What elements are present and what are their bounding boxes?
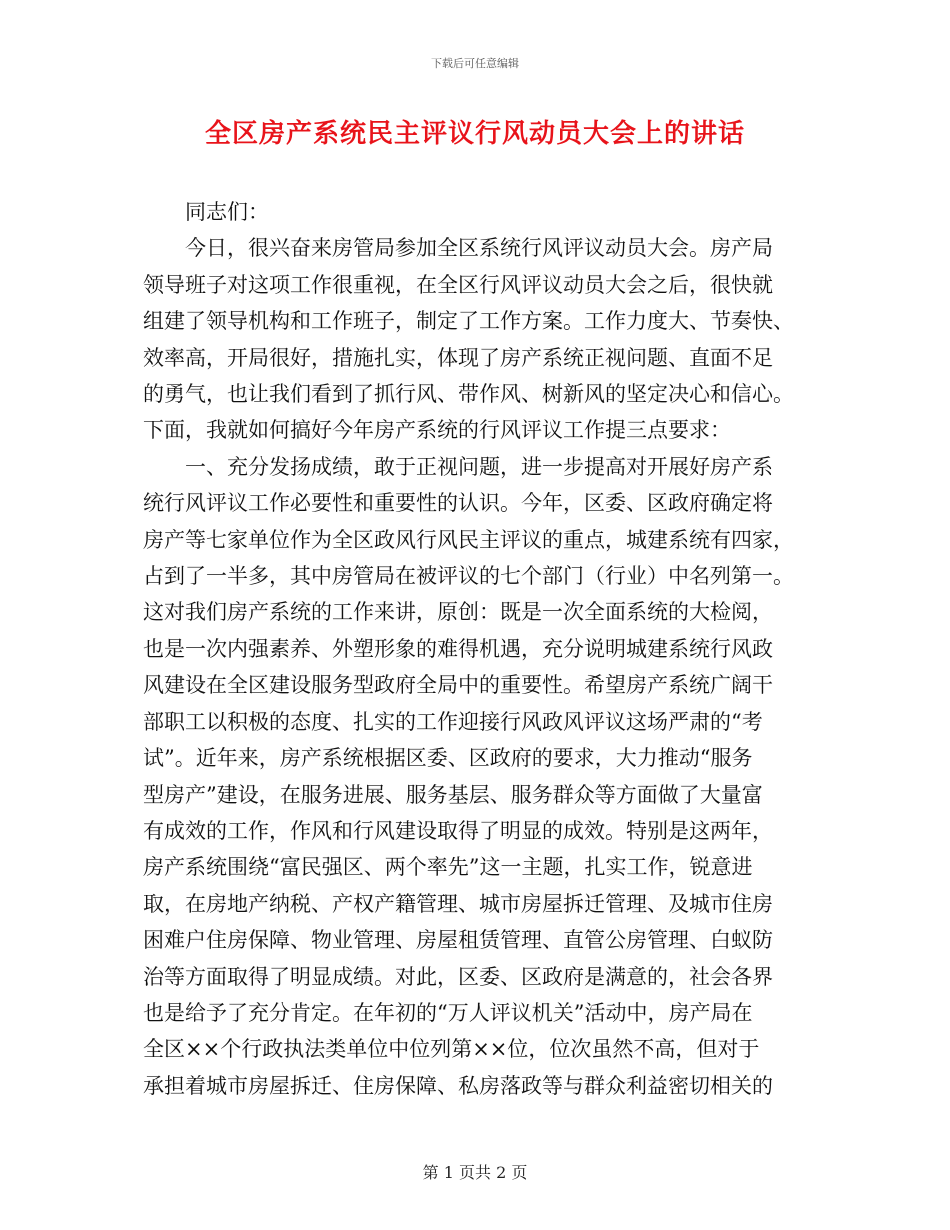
text-line: 下面，我就如何搞好今年房产系统的行风评议工作提三点要求： — [143, 418, 731, 443]
page-footer: 第 1 页共 2 页 — [422, 1163, 528, 1182]
paragraph — [143, 230, 813, 448]
text-line: 占到了一半多，其中房管局在被评议的七个部门（行业）中名列第一。 — [143, 564, 794, 589]
text-line: 统行风评议工作必要性和重要性的认识。今年，区委、区政府确定将 — [143, 491, 773, 516]
text-line: 风建设在全区建设服务型政府全局中的重要性。希望房产系统广阔干 — [143, 673, 773, 698]
text-line: 困难户住房保障、物业管理、房屋租赁管理、直管公房管理、白蚁防 — [143, 928, 773, 953]
text-line: 有成效的工作，作风和行风建设取得了明显的成效。特别是这两年， — [143, 818, 773, 843]
text-line: 全区××个行政执法类单位中位列第××位，位次虽然不高，但对于 — [143, 1037, 760, 1062]
text-line: 治等方面取得了明显成绩。对此，区委、区政府是满意的，社会各界 — [143, 964, 773, 989]
paragraphs — [143, 230, 813, 1104]
document-title: 全区房产系统民主评议行风动员大会上的讲话 — [204, 119, 745, 149]
document-body — [143, 194, 813, 1104]
text-line: 承担着城市房屋拆迁、住房保障、私房落政等与群众利益密切相关的 — [143, 1073, 773, 1098]
text-line: 今日，很兴奋来房管局参加全区系统行风评议动员大会。房产局 — [185, 236, 773, 261]
text-line: 房产等七家单位作为全区政风行风民主评议的重点，城建系统有四家， — [143, 527, 794, 552]
text-line: 这对我们房产系统的工作来讲，原创：既是一次全面系统的大检阅， — [143, 600, 773, 625]
text-line: 取，在房地产纳税、产权产籍管理、城市房屋拆迁管理、及城市住房 — [143, 891, 773, 916]
text-line: 部职工以积极的态度、扎实的工作迎接行风政风评议这场严肃的“考 — [143, 709, 763, 734]
text-line: 也是给予了充分肯定。在年初的“万人评议机关”活动中，房产局在 — [143, 1000, 753, 1025]
text-line: 的勇气，也让我们看到了抓行风、带作风、树新风的坚定决心和信心。 — [143, 382, 794, 407]
greeting: 同志们： — [185, 200, 269, 224]
text-line: 效率高，开局很好，措施扎实，体现了房产系统正视问题、直面不足 — [143, 345, 773, 370]
text-line: 试”。近年来，房产系统根据区委、区政府的要求，大力推动“服务 — [143, 746, 753, 771]
text-line: 房产系统围绕“富民强区、两个率先”这一主题，扎实工作，锐意进 — [143, 855, 753, 880]
page-header: 下载后可任意编辑 — [431, 57, 519, 70]
paragraph — [143, 449, 813, 1104]
text-line: 型房产”建设，在服务进展、服务基层、服务群众等方面做了大量富 — [143, 782, 763, 807]
text-line: 也是一次内强素养、外塑形象的难得机遇，充分说明城建系统行风政 — [143, 636, 773, 661]
text-line: 一、充分发扬成绩，敢于正视问题，进一步提高对开展好房产系 — [185, 454, 773, 479]
text-line: 组建了领导机构和工作班子，制定了工作方案。工作力度大、节奏快、 — [143, 309, 794, 334]
text-line: 领导班子对这项工作很重视，在全区行风评议动员大会之后，很快就 — [143, 272, 773, 297]
